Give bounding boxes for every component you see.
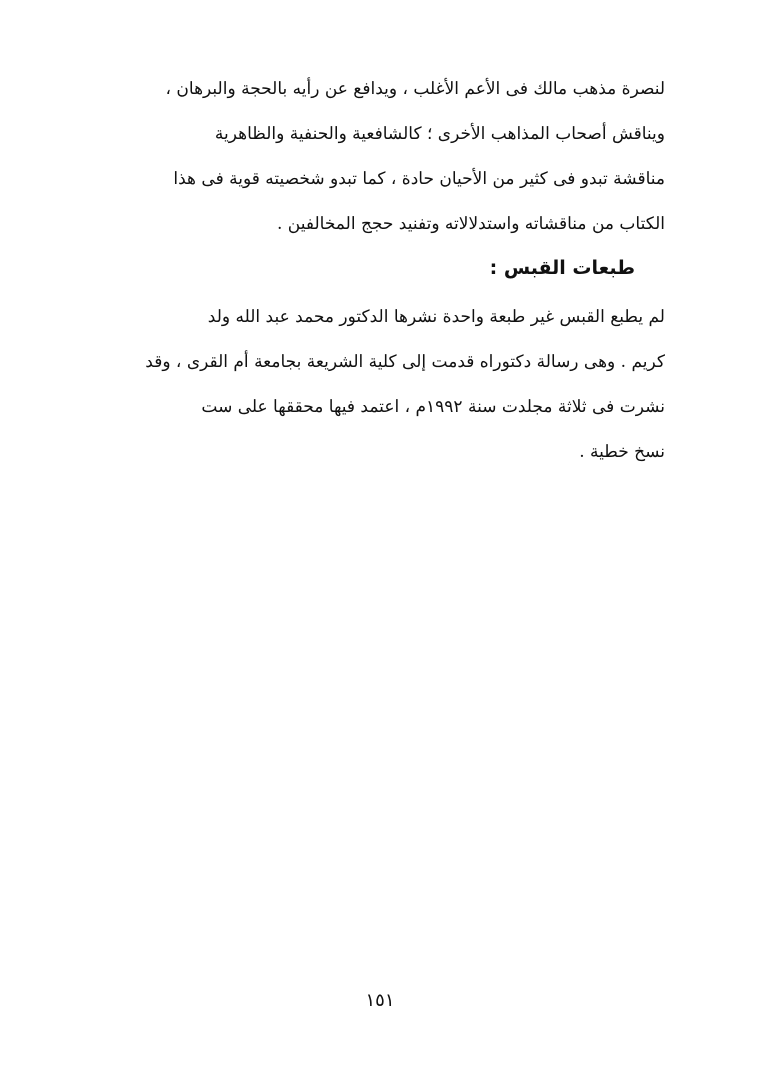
- paragraph-line: كريم . وهى رسالة دكتوراه قدمت إلى كلية الشريعة بجامعة أم القرى ، وقد: [145, 352, 665, 372]
- paragraph-line: لنصرة مذهب مالك فى الأعم الأغلب ، ويدافع عن رأيه بالحجة والبرهان ،: [165, 79, 665, 99]
- section-heading: طبعات القبس :: [489, 257, 635, 279]
- paragraph-line: نشرت فى ثلاثة مجلدت سنة ١٩٩٢م ، اعتمد فيها محققها على ست: [201, 397, 665, 417]
- paragraph-line: نسخ خطية .: [579, 442, 665, 462]
- page-number: ١٥١: [365, 990, 395, 1011]
- paragraph-line: لم يطبع القبس غير طبعة واحدة نشرها الدكتور محمد عبد الله ولد: [207, 307, 665, 327]
- paragraph-2: [120, 295, 665, 475]
- paragraph-line: ويناقش أصحاب المذاهب الأخرى ؛ كالشافعية والحنفية والظاهرية: [214, 124, 665, 144]
- paragraph-line: الكتاب من مناقشاته واستدلالاته وتفنيد حجج المخالفين .: [277, 214, 665, 234]
- paragraph-1: [120, 67, 665, 247]
- paragraph-line: مناقشة تبدو فى كثير من الأحيان حادة ، كما تبدو شخصيته قوية فى هذا: [173, 169, 665, 189]
